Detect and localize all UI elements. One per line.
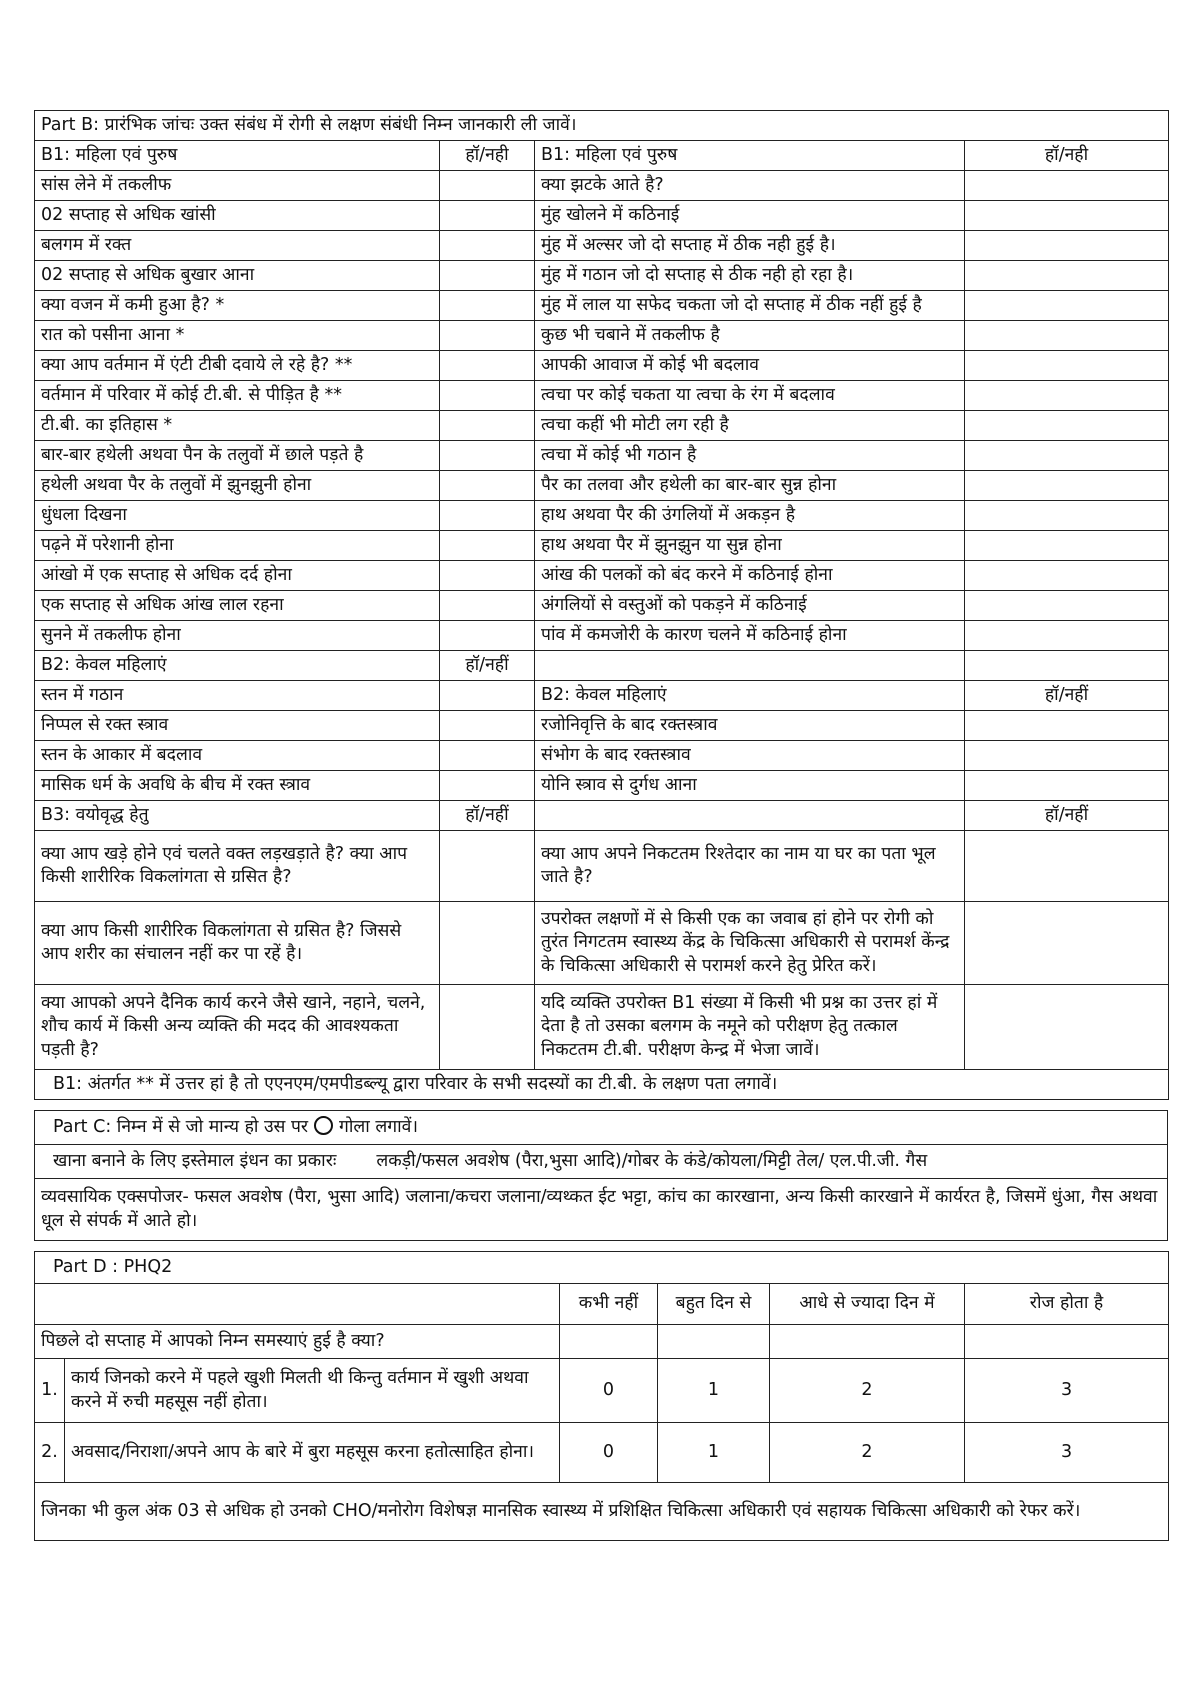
b1-left-question: आंखो में एक सप्ताह से अधिक दर्द होना [35,561,440,591]
circle-icon [314,1116,333,1135]
b1-right-question: हाथ अथवा पैर की उंगलियों में अकड़न है [535,501,965,531]
b3-left-question: क्या आप किसी शारीरिक विकलांगता से ग्रसित है? जिससे आप शरीर का संचालन नहीं कर पा रहें है। [35,902,440,985]
b1-right-question: त्वचा पर कोई चकता या त्वचा के रंग में बदलाव [535,381,965,411]
b1-right-answer-cell[interactable] [965,441,1169,471]
b2-left-answer-cell[interactable] [440,771,535,801]
b3-right-yes-no: हॉ/नहीं [965,801,1169,831]
b1-right-question: अंगलियों से वस्तुओं को पकड़ने में कठिनाई [535,591,965,621]
phq-score[interactable]: 2 [770,1423,965,1483]
b3-right-text: क्या आप अपने निकटतम रिश्तेदार का नाम या घर का पता भूल जाते है? [535,831,965,902]
b3-left-question: क्या आपको अपने दैनिक कार्य करने जैसे खाने, नहाने, चलने, शौच कार्य में किसी अन्य व्यक्ति की मदद की आवश्यकता पड़ती है? [35,985,440,1070]
b1-right-answer-cell[interactable] [965,321,1169,351]
b1-right-answer-cell[interactable] [965,561,1169,591]
b1-right-answer-cell[interactable] [965,231,1169,261]
phq-blank-cell [770,1325,965,1359]
b2-blank-cell [535,651,965,681]
b1-left-answer-cell[interactable] [440,531,535,561]
phq-col-more-than-half: आधे से ज्यादा दिन में [770,1284,965,1325]
b2-right-question: योनि स्त्राव से दुर्गध आना [535,771,965,801]
b3-left-answer-cell[interactable] [440,902,535,985]
part-d-table [34,1251,1169,1541]
b1-right-question: क्या झटके आते है? [535,171,965,201]
b1-left-title: B1: महिला एवं पुरुष [35,141,440,171]
b1-right-question: आंख की पलकों को बंद करने में कठिनाई होना [535,561,965,591]
b1-left-answer-cell[interactable] [440,231,535,261]
b1-right-question: पांव में कमजोरी के कारण चलने में कठिनाई होना [535,621,965,651]
b1-right-answer-cell[interactable] [965,531,1169,561]
b1-left-answer-cell[interactable] [440,351,535,381]
b1-left-answer-cell[interactable] [440,441,535,471]
b3-left-question: क्या आप खड़े होने एवं चलते वक्त लड़खड़ाते है? क्या आप किसी शारीरिक विकलांगता से ग्रसित है? [35,831,440,902]
b1-left-question: हथेली अथवा पैर के तलुवों में झुनझुनी होना [35,471,440,501]
b1-left-answer-cell[interactable] [440,291,535,321]
b3-right-text: यदि व्यक्ति उपरोक्त B1 संख्या में किसी भी प्रश्न का उत्तर हां में देता है तो उसका बलगम के नमूने को परीक्षण हेतु तत्काल निकटतम टी.बी. परीक्षण केन्द्र में भेजा जावें। [535,985,965,1070]
b2-left-answer-cell[interactable] [440,741,535,771]
b1-right-question: त्वचा में कोई भी गठान है [535,441,965,471]
phq-score[interactable]: 1 [658,1359,770,1423]
b1-left-answer-cell[interactable] [440,621,535,651]
b3-right-answer-cell[interactable] [965,902,1169,985]
fuel-type-options: लकड़ी/फसल अवशेष (पैरा,भुसा आदि)/गोबर के कंडे/कोयला/मिट्टी तेल/ एल.पी.जी. गैस [376,1150,928,1171]
b2-left-question: स्तन के आकार में बदलाव [35,741,440,771]
b1-left-answer-cell[interactable] [440,501,535,531]
form-page [34,110,1168,1541]
b1-right-answer-cell[interactable] [965,501,1169,531]
b2-left-answer-cell[interactable] [440,681,535,711]
b1-right-question: आपकी आवाज में कोई भी बदलाव [535,351,965,381]
b2-right-yes-no: हॉ/नहीं [965,681,1169,711]
b1-right-answer-cell[interactable] [965,621,1169,651]
b1-left-question: वर्तमान में परिवार में कोई टी.बी. से पीड़ित है ** [35,381,440,411]
b1-left-answer-cell[interactable] [440,561,535,591]
occupational-exposure: व्यवसायिक एक्सपोजर- फसल अवशेष (पैरा, भुसा आदि) जलाना/कचरा जलाना/व्यथ्कत ईट भट्टा, कांच का कारखाना, अन्य किसी कारखाने में कार्यरत है, जिसमें धुंआ, गैस अथवा धूल से संपर्क में आते हो। [35,1179,1168,1241]
b1-right-question: पैर का तलवा और हथेली का बार-बार सुन्न होना [535,471,965,501]
phq-col-several-days: बहुत दिन से [658,1284,770,1325]
b1-right-question: मुंह खोलने में कठिनाई [535,201,965,231]
fuel-type-label: खाना बनाने के लिए इस्तेमाल इंधन का प्रकारः [53,1150,337,1171]
part-b-footer-note: B1: अंतर्गत ** में उत्तर हां है तो एएनएम/एमपीडब्ल्यू द्वारा परिवार के सभी सदस्यों का टी.बी. के लक्षण पता लगावें। [35,1070,1169,1100]
phq-col-never: कभी नहीं [560,1284,658,1325]
b1-left-yes-no: हॉ/नही [440,141,535,171]
b1-left-answer-cell[interactable] [440,471,535,501]
b2-right-answer-cell[interactable] [965,711,1169,741]
b3-left-answer-cell[interactable] [440,985,535,1070]
b1-right-question: मुंह में अल्सर जो दो सप्ताह में ठीक नही हुई है। [535,231,965,261]
b1-right-question: मुंह में लाल या सफेद चकता जो दो सप्ताह में ठीक नहीं हुई है [535,291,965,321]
b1-right-answer-cell[interactable] [965,351,1169,381]
b3-left-yes-no: हॉ/नहीं [440,801,535,831]
phq-blank-cell [965,1325,1169,1359]
b1-right-title: B1: महिला एवं पुरुष [535,141,965,171]
part-c-header [35,1111,1168,1145]
b1-right-answer-cell[interactable] [965,471,1169,501]
b1-left-question: 02 सप्ताह से अधिक बुखार आना [35,261,440,291]
b1-left-answer-cell[interactable] [440,381,535,411]
b2-blank-cell [965,651,1169,681]
b1-left-answer-cell[interactable] [440,261,535,291]
b1-right-answer-cell[interactable] [965,381,1169,411]
b2-right-title: B2: केवल महिलाएं [535,681,965,711]
phq-question-intro: पिछले दो सप्ताह में आपको निम्न समस्याएं हुई है क्या? [35,1325,560,1359]
b1-right-answer-cell[interactable] [965,261,1169,291]
b2-left-answer-cell[interactable] [440,711,535,741]
phq-item-number: 1. [35,1359,65,1423]
b2-right-answer-cell[interactable] [965,771,1169,801]
part-c-table [34,1110,1168,1241]
phq-score[interactable]: 0 [560,1359,658,1423]
b1-right-answer-cell[interactable] [965,201,1169,231]
phq-item-number: 2. [35,1423,65,1483]
phq-blank-header [35,1284,560,1325]
b1-right-question: मुंह में गठान जो दो सप्ताह से ठीक नही हो रहा है। [535,261,965,291]
phq-referral-note: जिनका भी कुल अंक 03 से अधिक हो उनको CHO/मनोरोग विशेषज्ञ मानसिक स्वास्थ्य में प्रशिक्षित चिकित्सा अधिकारी एवं सहायक चिकित्सा अधिकारी को रेफर करें। [35,1483,1169,1541]
b2-right-question: रजोनिवृत्ति के बाद रक्तस्त्राव [535,711,965,741]
b1-left-answer-cell[interactable] [440,171,535,201]
phq-item-text: अवसाद/निराशा/अपने आप के बारे में बुरा महसूस करना हतोत्साहित होना। [65,1423,560,1483]
b2-left-title: B2: केवल महिलाएं [35,651,440,681]
phq-score[interactable]: 2 [770,1359,965,1423]
b2-left-question: स्तन में गठान [35,681,440,711]
b1-left-question: एक सप्ताह से अधिक आंख लाल रहना [35,591,440,621]
part-c-header-before: Part C: निम्न में से जो मान्य हो उस पर [53,1116,309,1137]
b2-left-question: निप्पल से रक्त स्त्राव [35,711,440,741]
b2-left-question: मासिक धर्म के अवधि के बीच में रक्त स्त्राव [35,771,440,801]
b1-right-question: हाथ अथवा पैर में झुनझुन या सुन्न होना [535,531,965,561]
b3-right-text: उपरोक्त लक्षणों में से किसी एक का जवाब हां होने पर रोगी को तुरंत निगटतम स्वास्थ्य केंद्र के चिकित्सा अधिकारी से परामर्श केंन्द्र के चिकित्सा अधिकारी से परामर्श करने हेतु प्रेरित करें। [535,902,965,985]
phq-blank-cell [560,1325,658,1359]
b2-left-yes-no: हॉ/नहीं [440,651,535,681]
b3-left-answer-cell[interactable] [440,831,535,902]
b2-right-question: संभोग के बाद रक्तस्त्राव [535,741,965,771]
b1-left-question: बार-बार हथेली अथवा पैन के तलुवों में छाले पड़ते है [35,441,440,471]
b1-left-question: सुनने में तकलीफ होना [35,621,440,651]
b3-title: B3: वयोवृद्ध हेतु [35,801,440,831]
b1-left-question: धुंधला दिखना [35,501,440,531]
b1-right-question: कुछ भी चबाने में तकलीफ है [535,321,965,351]
phq-item-text: कार्य जिनको करने में पहले खुशी मिलती थी किन्तु वर्तमान में खुशी अथवा करने में रुची महसूस नहीं होता। [65,1359,560,1423]
b1-left-question: रात को पसीना आना * [35,321,440,351]
b2-right-answer-cell[interactable] [965,741,1169,771]
phq-score[interactable]: 3 [965,1359,1169,1423]
b1-left-question: पढ़ने में परेशानी होना [35,531,440,561]
b1-right-answer-cell[interactable] [965,291,1169,321]
phq-blank-cell [658,1325,770,1359]
b1-left-question: 02 सप्ताह से अधिक खांसी [35,201,440,231]
b1-left-question: सांस लेने में तकलीफ [35,171,440,201]
phq-score[interactable]: 3 [965,1423,1169,1483]
b1-left-question: टी.बी. का इतिहास * [35,411,440,441]
fuel-type-row [35,1145,1168,1179]
part-b-table [34,110,1169,1100]
b1-right-answer-cell[interactable] [965,171,1169,201]
b1-right-question: त्वचा कहीं भी मोटी लग रही है [535,411,965,441]
b3-right-answer-cell[interactable] [965,985,1169,1070]
b1-left-question: क्या वजन में कमी हुआ है? * [35,291,440,321]
phq-col-daily: रोज होता है [965,1284,1169,1325]
b1-left-answer-cell[interactable] [440,321,535,351]
phq-score[interactable]: 1 [658,1423,770,1483]
b3-right-answer-cell[interactable] [965,831,1169,902]
b1-right-yes-no: हॉ/नही [965,141,1169,171]
part-c-header-after: गोला लगावें। [339,1116,419,1137]
b1-left-question: क्या आप वर्तमान में एंटी टीबी दवाये ले रहे है? ** [35,351,440,381]
b1-left-question: बलगम में रक्त [35,231,440,261]
b3-blank-cell [535,801,965,831]
b1-left-answer-cell[interactable] [440,591,535,621]
b1-right-answer-cell[interactable] [965,591,1169,621]
b1-left-answer-cell[interactable] [440,201,535,231]
part-d-header: Part D : PHQ2 [35,1252,1169,1284]
b1-left-answer-cell[interactable] [440,411,535,441]
part-b-header: Part B: प्रारंभिक जांचः उक्त संबंध में रोगी से लक्षण संबंधी निम्न जानकारी ली जावें। [35,111,1169,141]
phq-score[interactable]: 0 [560,1423,658,1483]
b1-right-answer-cell[interactable] [965,411,1169,441]
